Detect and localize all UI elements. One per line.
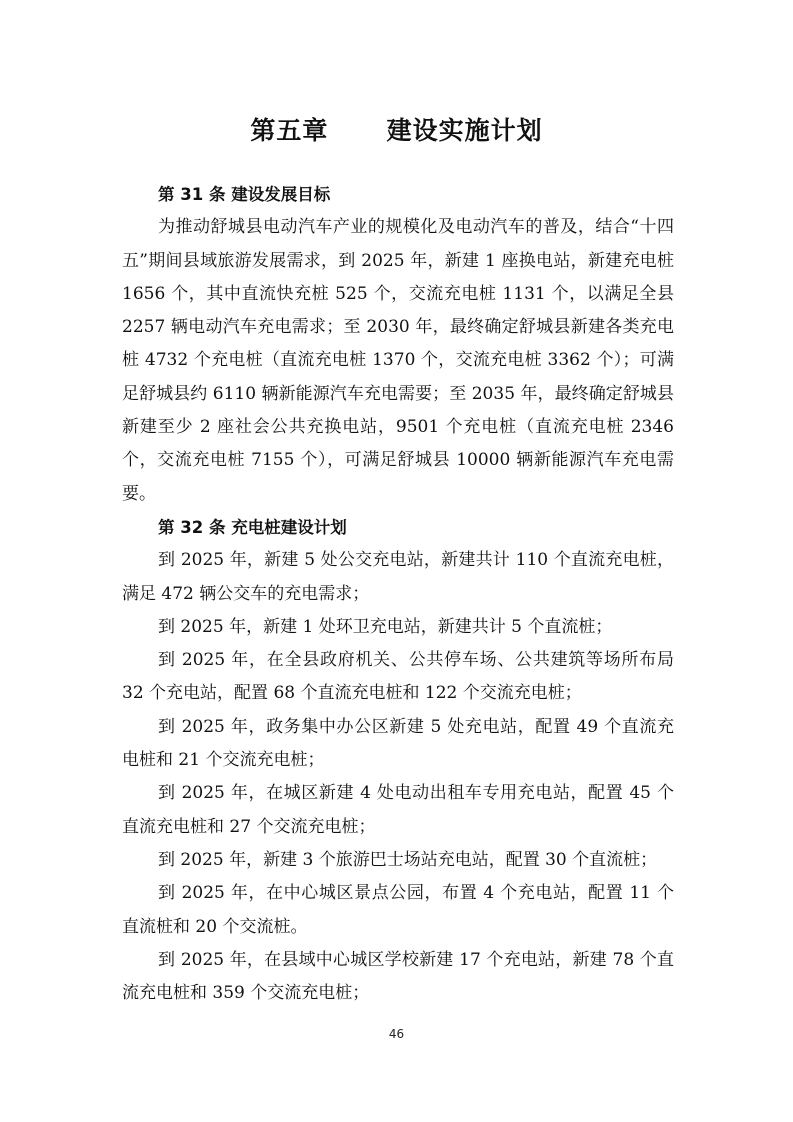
article-32 <box>122 511 674 1010</box>
paragraph: 到 2025 年，在全县政府机关、公共停车场、公共建筑等场所布局 32 个充电站，配置 68 个直流充电桩和 122 个交流充电桩； <box>122 650 674 704</box>
paragraph: 到 2025 年，在县域中心城区学校新建 17 个充电站，新建 78 个直流充电桩和 359 个交流充电桩； <box>122 949 674 1004</box>
page-number: 46 <box>388 1027 405 1041</box>
chapter-title: 第五章 建设实施计划 <box>250 116 543 145</box>
paragraph: 为推动舒城县电动汽车产业的规模化及电动汽车的普及，结合“十四五”期间县域旅游发展需求，到 2025 年，新建 1 座换电站，新建充电桩 1656 个，其中直流快充桩 525 个，交流充电桩 1131 个，以满足全县 2257 辆电动汽车充电需求；至 2030 年，最终确定舒城县新建各类充电桩 4732 个充电桩（直流充电桩 1370 个，交流充电桩 3362 个）；可满足舒城县约 6110 辆新能源汽车充电需要；至 2035 年，最终确定舒城县新建至少 2 座社会公共充换电站，9501 个充电桩（直流充电桩 2346 个，交流充电桩 7155 个），可满足舒城县 10000 辆新能源汽车充电需要。 <box>122 217 674 504</box>
paragraph: 到 2025 年，政务集中办公区新建 5 处充电站，配置 49 个直流充电桩和 21 个交流充电桩； <box>122 716 674 771</box>
page-content <box>122 178 674 1010</box>
article-heading: 第 32 条 充电桩建设计划 <box>158 517 347 537</box>
paragraph: 到 2025 年，新建 1 处环卫充电站，新建共计 5 个直流桩； <box>158 616 613 637</box>
paragraph: 到 2025 年，在中心城区景点公园，布置 4 个充电站，配置 11 个直流桩和 20 个交流桩。 <box>122 883 674 937</box>
paragraph: 到 2025 年，新建 5 处公交充电站，新建共计 110 个直流充电桩，满足 472 辆公交车的充电需求； <box>122 550 674 604</box>
article-31 <box>122 178 674 511</box>
paragraph: 到 2025 年，新建 3 个旅游巴士场站充电站，配置 30 个直流桩； <box>158 849 658 870</box>
article-heading: 第 31 条 建设发展目标 <box>158 185 331 204</box>
paragraph: 到 2025 年，在城区新建 4 处电动出租车专用充电站，配置 45 个直流充电桩和 27 个交流充电桩； <box>122 783 674 837</box>
